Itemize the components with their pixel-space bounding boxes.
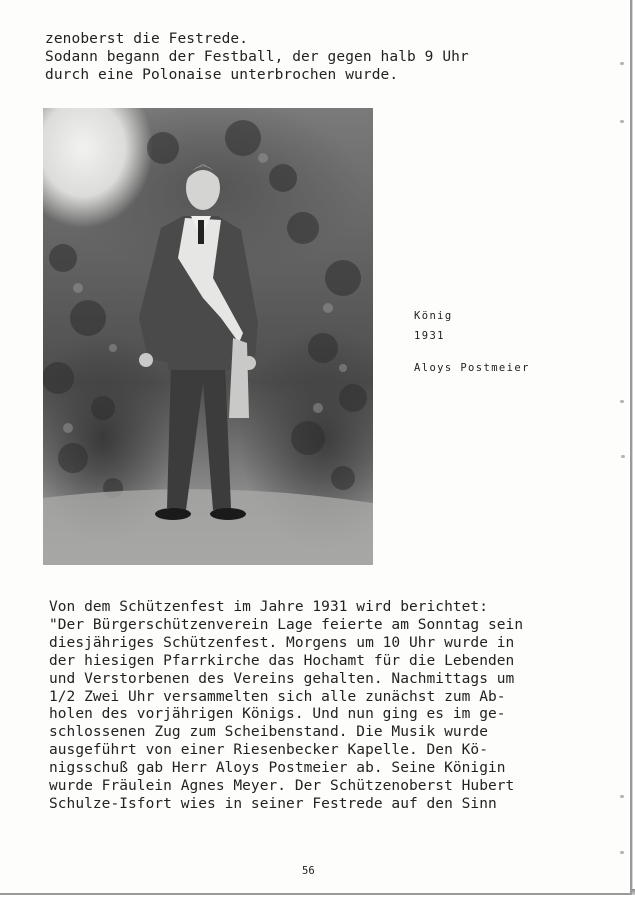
body-line: der hiesigen Pfarrkirche das Hochamt für die Lebenden: [49, 652, 515, 669]
intro-line: Sodann begann der Festball, der gegen halb 9 Uhr: [45, 49, 469, 65]
body-line: schlossenen Zug zum Scheibenstand. Die Musik wurde: [49, 724, 488, 741]
body-line: Von dem Schützenfest im Jahre 1931 wird berichtet:: [49, 599, 488, 615]
caption-title: König: [414, 310, 453, 322]
body-line: diesjähriges Schützenfest. Morgens um 10 Uhr wurde in: [49, 634, 515, 651]
intro-line: zenoberst die Festrede.: [45, 31, 249, 47]
body-line: nigsschuß gab Herr Aloys Postmeier ab. Seine Königin: [49, 760, 506, 777]
body-line: und Verstorbenen des Vereins gehalten. Nachmittags um: [49, 670, 515, 687]
scan-speck: [620, 62, 624, 65]
body-line: ausgeführt von einer Riesenbecker Kapelle. Den Kö-: [49, 742, 488, 759]
body-line: "Der Bürgerschützenverein Lage feierte am Sonntag sein: [49, 616, 524, 633]
body-paragraph: [49, 599, 523, 814]
body-line: holen des vorjährigen Königs. Und nun ging es im ge-: [49, 706, 506, 723]
scan-speck: [620, 851, 624, 854]
page-number: 56: [302, 865, 315, 877]
intro-paragraph: [45, 30, 469, 84]
caption-year: 1931: [414, 330, 445, 342]
scan-speck: [620, 120, 624, 123]
portrait-figure: [43, 108, 373, 565]
body-line: Schulze-Isfort wies in seiner Festrede auf den Sinn: [49, 795, 497, 812]
scan-speck: [620, 400, 624, 403]
scan-speck: [621, 455, 625, 458]
caption-name: Aloys Postmeier: [414, 362, 530, 374]
body-line: 1/2 Zwei Uhr versammelten sich alle zunächst zum Ab-: [49, 688, 506, 705]
scan-speck: [620, 795, 624, 798]
intro-line: durch eine Polonaise unterbrochen wurde.: [45, 67, 399, 83]
king-portrait-photo: [43, 108, 373, 565]
body-line: wurde Fräulein Agnes Meyer. Der Schützenoberst Hubert: [49, 778, 515, 795]
